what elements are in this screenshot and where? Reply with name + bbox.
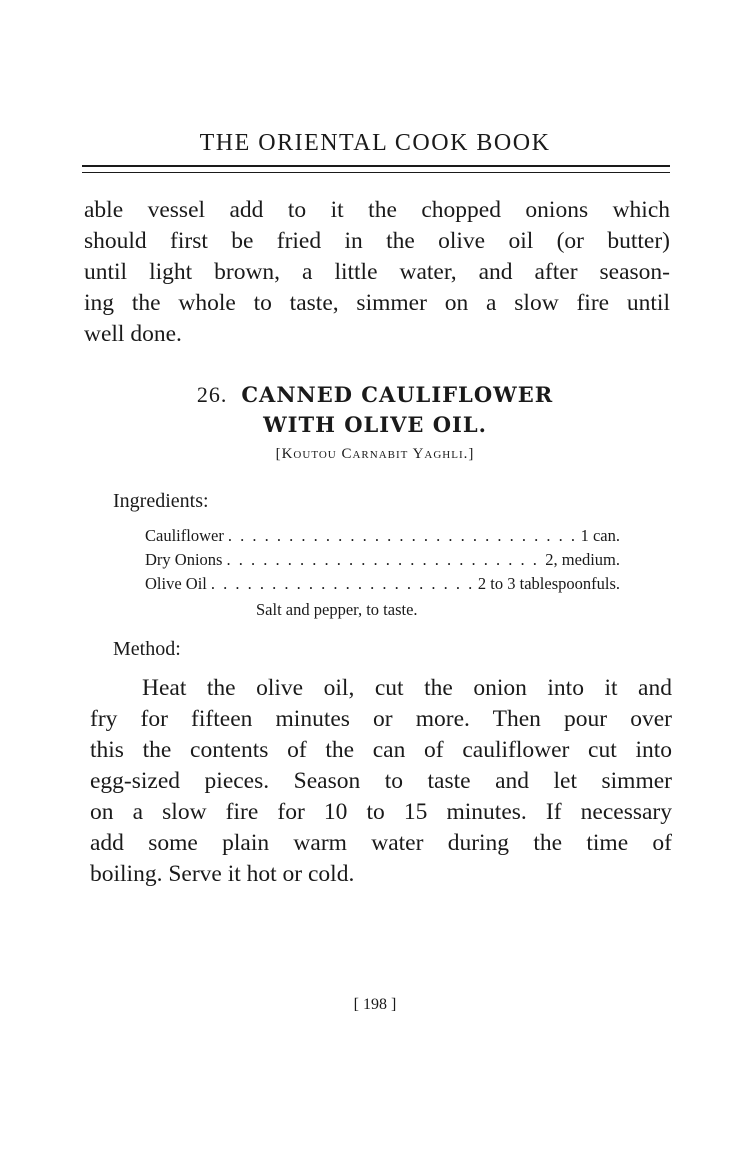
recipe-subtitle: [Koutou Carnabit Yaghli.]	[275, 446, 475, 462]
recipe-title-line2: WITH OLIVE OIL.	[263, 412, 487, 437]
text-line: fry for fifteen minutes or more. Then pour over	[90, 706, 672, 732]
ingredient-quantity: 2, medium.	[545, 550, 620, 569]
ingredient-row	[145, 526, 620, 550]
text-line: should first be fried in the olive oil (or butter)	[84, 228, 670, 254]
running-head: THE ORIENTAL COOK BOOK	[199, 130, 551, 156]
ingredients-label: Ingredients:	[113, 490, 209, 512]
dot-leader	[226, 550, 541, 570]
recipe-title-text: CANNED CAULIFLOWER	[241, 382, 554, 407]
text-line: able vessel add to it the chopped onions which	[84, 197, 670, 223]
ingredient-name: Olive Oil	[145, 574, 207, 593]
text-line: egg-sized pieces. Season to taste and let simmer	[90, 768, 672, 794]
dot-leader	[211, 574, 474, 594]
text-line: Heat the olive oil, cut the onion into it and	[142, 675, 672, 701]
text-line: boiling. Serve it hot or cold.	[90, 861, 355, 887]
dot-leader	[228, 526, 577, 546]
method-label: Method:	[113, 638, 181, 660]
header-rule-thin	[82, 172, 670, 173]
text-line: on a slow fire for 10 to 15 minutes. If necessary	[90, 799, 672, 825]
page-number: [ 198 ]	[353, 996, 397, 1013]
ingredients-list	[145, 526, 620, 598]
text-line: this the contents of the can of cauliflower cut into	[90, 737, 672, 763]
ingredient-row	[145, 550, 620, 574]
ingredient-row	[145, 574, 620, 598]
recipe-number: 26.	[196, 382, 228, 407]
text-line: ing the whole to taste, simmer on a slow fire until	[84, 290, 670, 316]
ingredient-name: Dry Onions	[145, 550, 223, 569]
text-line: add some plain warm water during the time of	[90, 830, 672, 856]
ingredient-quantity: 2 to 3 tablespoonfuls.	[477, 574, 620, 593]
header-rule-thick	[82, 165, 670, 167]
text-line: well done.	[84, 321, 182, 347]
ingredient-name: Cauliflower	[145, 526, 224, 545]
text-line: until light brown, a little water, and after season-	[84, 259, 670, 285]
ingredient-quantity: 1 can.	[580, 526, 620, 545]
recipe-title-line1	[80, 382, 670, 408]
seasoning-note: Salt and pepper, to taste.	[256, 600, 418, 619]
method-paragraph	[90, 673, 672, 890]
continuation-paragraph	[84, 195, 670, 350]
